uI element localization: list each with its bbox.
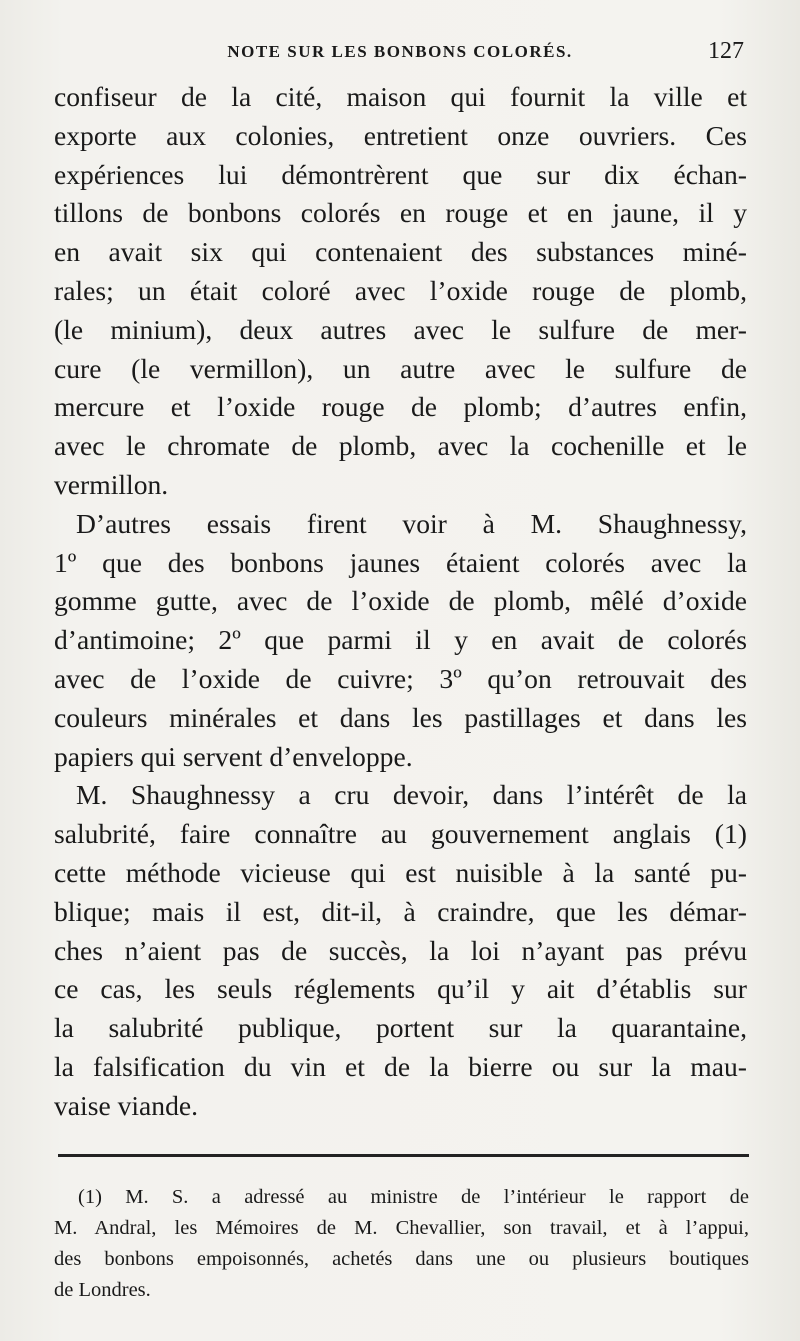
text-line: la falsification du vin et de la bierre ou sur la mau-: [54, 1050, 747, 1082]
text-line: couleurs minérales et dans les pastillages et dans les: [54, 701, 747, 733]
text-line: cure (le vermillon), un autre avec le sulfure de: [54, 352, 747, 384]
running-head: [0, 38, 800, 72]
text-line: gomme gutte, avec de l’oxide de plomb, mêlé d’oxide: [54, 585, 747, 617]
text-line: d’antimoine; 2º que parmi il y en avait de colorés: [54, 624, 747, 656]
text-line: mercure et l’oxide rouge de plomb; d’autres enfin,: [54, 391, 747, 423]
footnote-line: des bonbons empoisonnés, achetés dans une ou plusieurs boutiques: [54, 1248, 749, 1270]
text-line: D’autres essais firent voir à M. Shaughnessy,: [76, 507, 747, 539]
text-line: expériences lui démontrèrent que sur dix échan-: [54, 158, 747, 190]
text-line: vermillon.: [54, 468, 169, 500]
text-line: la salubrité publique, portent sur la quarantaine,: [54, 1012, 747, 1044]
text-line: M. Shaughnessy a cru devoir, dans l’intérêt de la: [76, 779, 747, 811]
text-line: blique; mais il est, dit-il, à craindre, que les démar-: [54, 895, 747, 927]
body-text: [54, 78, 747, 1126]
footnote-line: M. Andral, les Mémoires de M. Chevallier, son travail, et à l’appui,: [54, 1217, 749, 1239]
text-line: confiseur de la cité, maison qui fournit la ville et: [54, 81, 747, 112]
footnote: [54, 1182, 749, 1306]
text-line: ce cas, les seuls réglements qu’il y ait d’établis sur: [54, 973, 747, 1005]
running-title: NOTE SUR LES BONBONS COLORÉS.: [227, 42, 573, 61]
text-line: tillons de bonbons colorés en rouge et en jaune, il y: [54, 197, 747, 229]
text-line: rales; un était coloré avec l’oxide rouge de plomb,: [54, 274, 747, 306]
page-number: 127: [708, 38, 744, 64]
text-line: cette méthode vicieuse qui est nuisible à la santé pu-: [54, 856, 747, 888]
footnote-line: (1) M. S. a adressé au ministre de l’intérieur le rapport de: [78, 1186, 749, 1208]
footnote-line: de Londres.: [54, 1279, 151, 1301]
text-line: vaise viande.: [54, 1089, 199, 1121]
text-line: en avait six qui contenaient des substances miné-: [54, 236, 747, 268]
footnote-rule: [58, 1154, 749, 1157]
text-line: avec de l’oxide de cuivre; 3º qu’on retrouvait des: [54, 662, 747, 694]
text-line: avec le chromate de plomb, avec la cochenille et le: [54, 430, 747, 462]
text-line: exporte aux colonies, entretient onze ouvriers. Ces: [54, 119, 747, 151]
text-line: ches n’aient pas de succès, la loi n’ayant pas prévu: [54, 934, 747, 966]
text-line: (le minium), deux autres avec le sulfure de mer-: [54, 313, 747, 345]
text-line: 1º que des bonbons jaunes étaient colorés avec la: [54, 546, 747, 578]
text-line: salubrité, faire connaître au gouvernement anglais (1): [54, 818, 747, 850]
text-line: papiers qui servent d’enveloppe.: [54, 740, 413, 772]
